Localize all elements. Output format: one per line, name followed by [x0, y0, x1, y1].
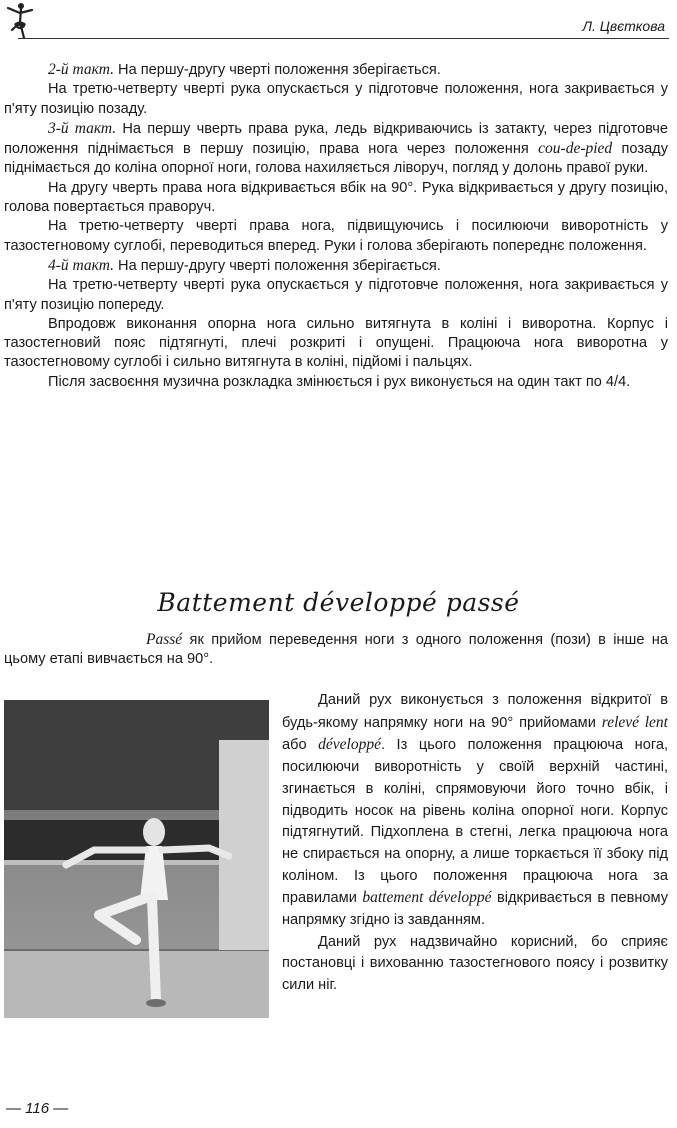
beat-label: 3-й такт. [48, 119, 117, 137]
paragraph-text: або [282, 737, 319, 754]
paragraph [4, 276, 668, 315]
paragraph-text: як прийом переведення ноги з одного положення (пози) в інше на цьому етапі вивчається на 90°. [4, 632, 668, 668]
author-name: Л. Цвєткова [582, 18, 665, 34]
paragraph-text: На третю-четверту чверті рука опускається у підготовче положення, нога закривається у п'яту позицію попереду. [4, 277, 668, 313]
section-title: Battement développé passé [157, 588, 520, 617]
paragraph [4, 119, 668, 179]
term: Passé [146, 631, 183, 648]
paragraph-text: На третю-четверту чверті рука опускається у підготовче положення, нога закривається у п'яту позицію позаду. [4, 81, 668, 117]
paragraph [4, 315, 668, 373]
intro-text [4, 630, 668, 670]
paragraph-text: На третю-четверту чверті права нога, підвищуючись і посилюючи виворотність у тазостегновому суглобі, переводиться вперед. Руки і голова зберігають попереднє положення. [4, 218, 668, 254]
running-header [0, 0, 677, 48]
paragraph [4, 630, 668, 670]
paragraph [4, 80, 668, 119]
ballerina-silhouette-icon [2, 0, 38, 46]
paragraph [4, 373, 668, 392]
paragraph [4, 217, 668, 256]
paragraph-text: На першу-другу чверті положення зберігається. [113, 257, 441, 274]
term: relevé lent [601, 713, 668, 731]
paragraph-text: Впродовж виконання опорна нога сильно витягнута в коліні і виворотна. Корпус і тазостегновий пояс підтягнуті, плечі розкриті і опущені. Працююча нога виворотна у тазостегновому суглобі і сильно витягнута в коліні, підйомі і пальцях. [4, 315, 668, 371]
paragraph-text: Після засвоєння музична розкладка змінюється і рух виконується на один такт по 4/4. [48, 373, 631, 390]
paragraph-text: Даний рух виконується з положення відкритої в будь-якому напрямку ноги на 90° прийомами [282, 692, 668, 731]
paragraph [4, 60, 668, 80]
term: cou-de-pied [538, 140, 613, 158]
dancer-photo-illustration [4, 700, 269, 1018]
ballet-photo [4, 700, 269, 1018]
paragraph [4, 256, 668, 276]
paragraph [282, 690, 668, 932]
paragraph-text: . Із цього положення працююча нога, посилюючи виворотність у своїй верхній частині, згинається в коліні, спрямовуючи його точно вбік, і підводить носок на рівень коліна опорної ноги. Корпус підтягнутий. Підхоплена в стегні, легка працююча нога не спирається на опорну, а лише торкається її збоку під коліном. Із цього положення працююча нога за правилами [282, 737, 668, 907]
paragraph [282, 932, 668, 997]
paragraph-text: відкривається в певному напрямку згідно із завданням. [282, 890, 668, 929]
paragraph-text: позаду піднімається до коліна опорної ноги, голова нахиляється ліворуч, погляд у долонь правої руки. [4, 141, 668, 177]
term: battement développé [362, 889, 492, 907]
paragraph [4, 179, 668, 218]
page-number: — 116 — [6, 1100, 69, 1117]
paragraph-text: На першу-другу чверті положення зберігається. [113, 62, 441, 78]
beat-label: 4-й такт. [48, 256, 114, 274]
body-text [4, 60, 668, 392]
paragraph-text: На другу чверть права нога відкривається вбік на 90°. Рука відкривається у другу позицію, голова повертається праворуч. [4, 179, 668, 216]
term: développé [318, 736, 381, 754]
right-column-text [282, 690, 668, 997]
paragraph-text: Даний рух надзвичайно корисний, бо сприяє постановці і вихованню тазостегнового поясу і розвитку сили ніг. [282, 933, 668, 994]
beat-label: 2-й такт. [48, 61, 114, 78]
paragraph-text: На першу чверть права рука, ледь відкриваючись із затакту, через підготовче положення піднімається в першу позицію, права нога через положення [4, 120, 668, 158]
header-rule [18, 38, 669, 39]
